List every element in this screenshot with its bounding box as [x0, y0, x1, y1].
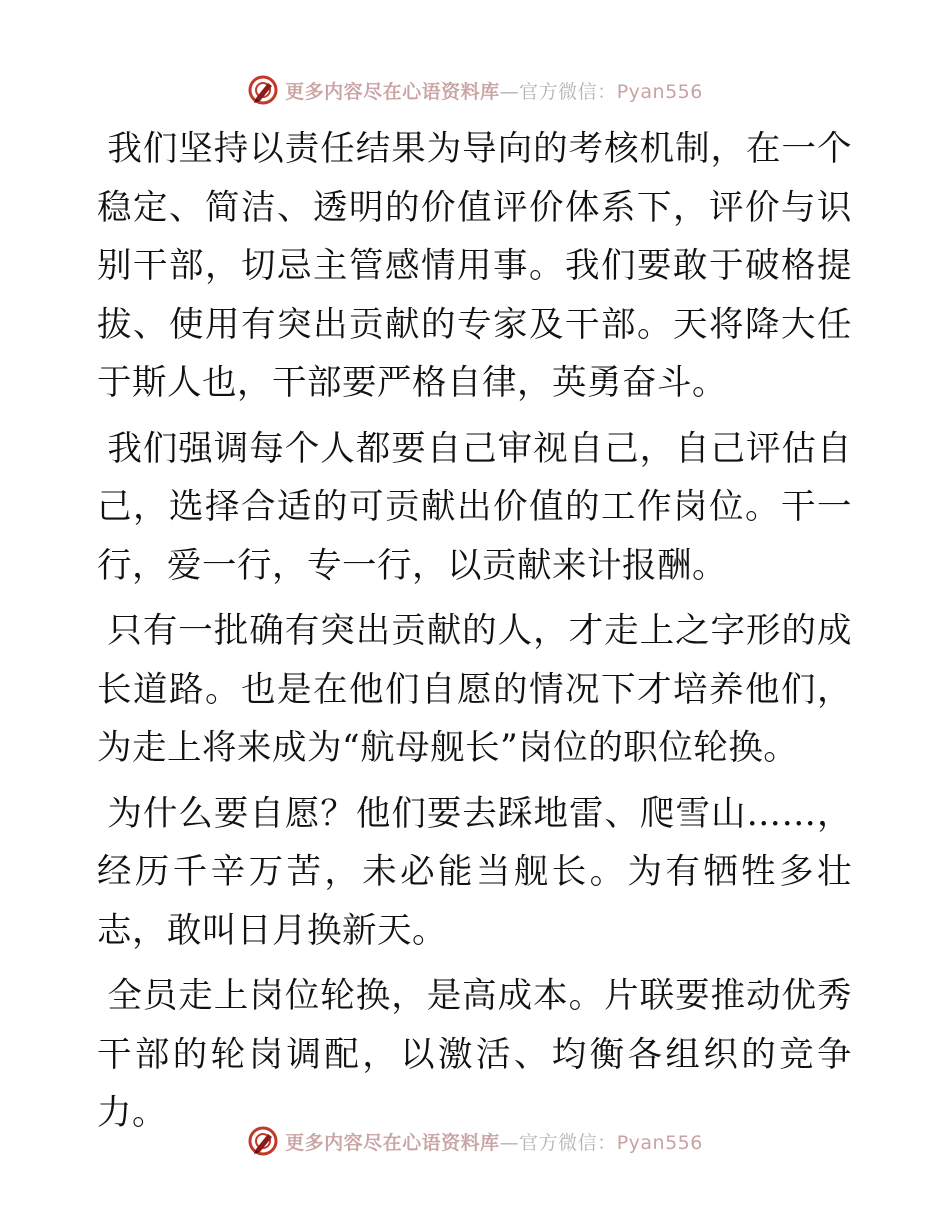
watermark-label: 官方微信：	[519, 80, 617, 103]
paragraph: 全员走上岗位轮换，是高成本。片联要推动优秀干部的轮岗调配，以激活、均衡各组织的竞争力。	[97, 976, 852, 1133]
paragraph: 只有一批确有突出贡献的人，才走上之字形的成长道路。也是在他们自愿的情况下才培养他们，为走上将来成为“航母舰长”岗位的职位轮换。	[97, 611, 852, 768]
watermark-wechat-id: Pyan556	[616, 80, 703, 103]
watermark-label: 官方微信：	[519, 1131, 617, 1154]
watermark-text	[285, 77, 703, 104]
pen-logo-icon	[247, 1125, 279, 1157]
paragraph: 我们坚持以责任结果为导向的考核机制，在一个稳定、简洁、透明的价值评价体系下，评价与识别干部，切忌主管感情用事。我们要敢于破格提拔、使用有突出贡献的专家及干部。天将降大任于斯人也，干部要严格自律，英勇奋斗。	[97, 129, 852, 403]
watermark-text	[285, 1128, 703, 1155]
watermark-wechat-id: Pyan556	[616, 1131, 703, 1154]
pen-logo-icon	[247, 74, 279, 106]
header-watermark	[0, 70, 950, 110]
paragraph: 为什么要自愿？他们要去踩地雷、爬雪山……，经历千辛万苦，未必能当舰长。为有牺牲多壮志，敢叫日月换新天。	[97, 793, 852, 951]
document-body	[97, 120, 852, 1143]
watermark-dash: —	[499, 80, 520, 103]
watermark-main: 更多内容尽在心语资料库	[285, 80, 500, 103]
footer-watermark	[0, 1121, 950, 1161]
paragraph: 我们强调每个人都要自己审视自己，自己评估自己，选择合适的可贡献出价值的工作岗位。干一行，爱一行，专一行，以贡献来计报酬。	[97, 428, 852, 586]
watermark-dash: —	[499, 1131, 520, 1154]
watermark-main: 更多内容尽在心语资料库	[285, 1131, 500, 1154]
